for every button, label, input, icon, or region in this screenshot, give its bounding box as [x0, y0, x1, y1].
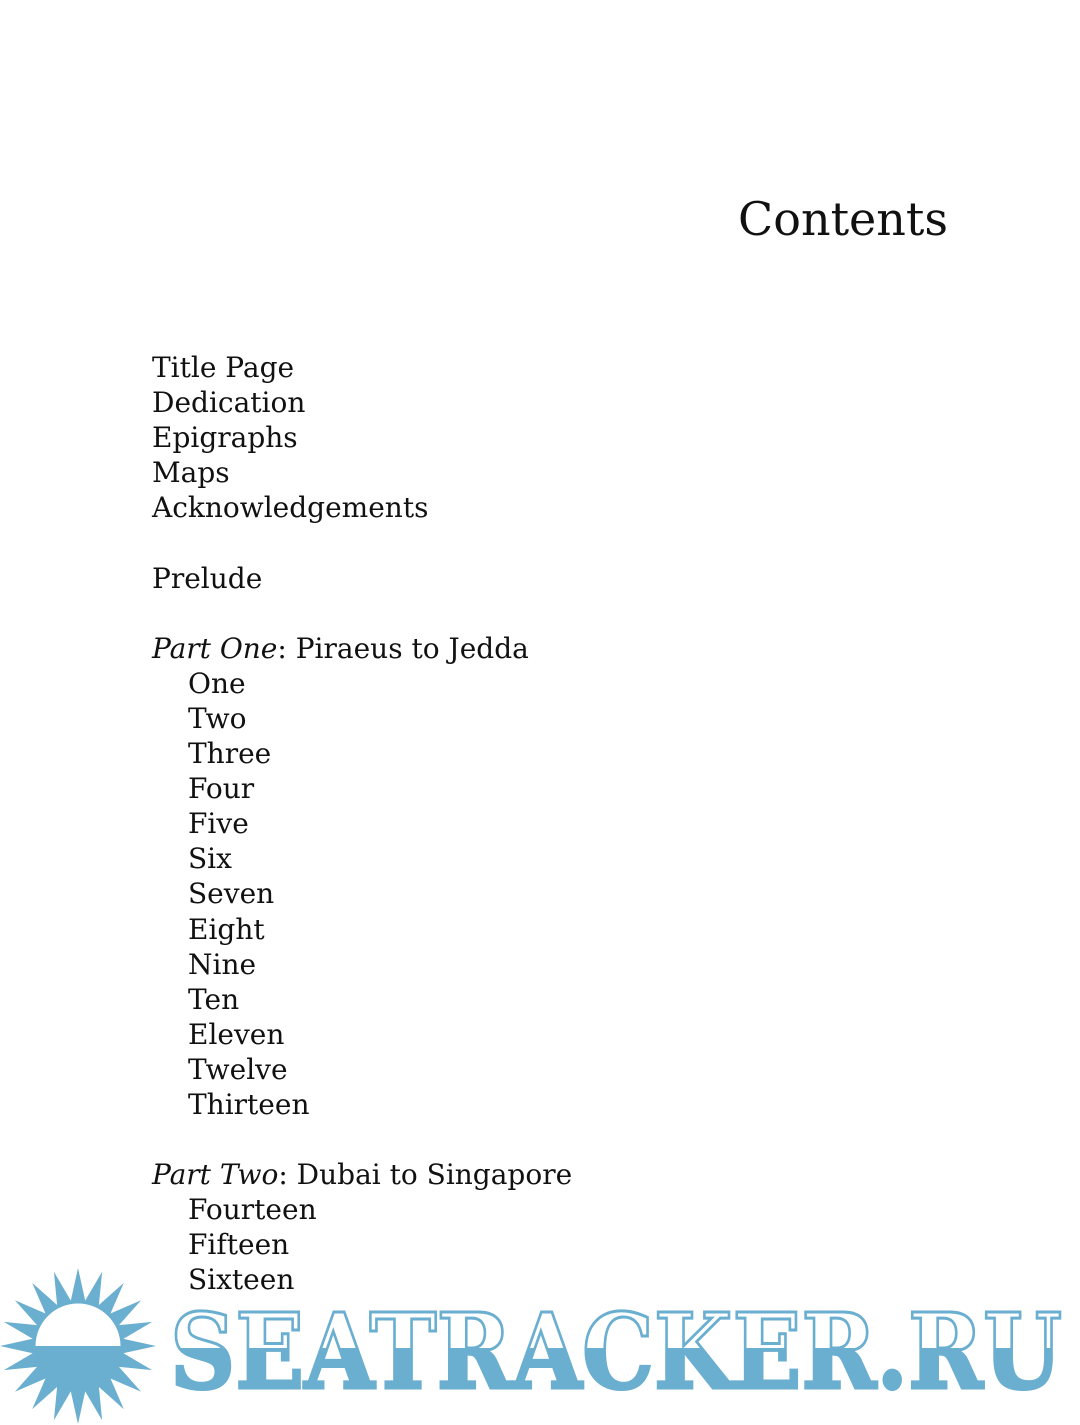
- toc-chapter[interactable]: [152, 806, 572, 841]
- part-label: Part Two: [152, 1158, 279, 1192]
- toc-link[interactable]: Seven: [188, 877, 275, 911]
- part-label: Part One: [152, 631, 278, 665]
- toc-link[interactable]: Eight: [188, 912, 265, 946]
- toc-link[interactable]: Two: [188, 701, 247, 735]
- toc-link[interactable]: Ten: [188, 982, 240, 1016]
- toc-spacer: [152, 1122, 572, 1157]
- toc-link[interactable]: One: [188, 666, 246, 700]
- toc-item-prelude[interactable]: [152, 561, 572, 596]
- toc-chapter[interactable]: [152, 771, 572, 806]
- toc-item-title-page[interactable]: [152, 350, 572, 385]
- part-separator: :: [278, 1158, 297, 1192]
- toc-link[interactable]: Acknowledgements: [152, 491, 429, 525]
- toc-link[interactable]: Three: [188, 737, 272, 771]
- toc-link[interactable]: Four: [188, 772, 255, 806]
- sun-icon: [0, 1268, 156, 1424]
- toc-spacer: [152, 596, 572, 631]
- toc-item-epigraphs[interactable]: [152, 420, 572, 455]
- page-title: Contents: [738, 192, 948, 246]
- toc-item-maps[interactable]: [152, 455, 572, 490]
- watermark-text: SEATRACKER.RU: [170, 1290, 1062, 1413]
- toc-part-one-heading[interactable]: [152, 631, 572, 666]
- toc-chapter[interactable]: [152, 736, 572, 771]
- toc-link[interactable]: [152, 632, 529, 665]
- toc-link[interactable]: Maps: [152, 456, 230, 490]
- toc-link[interactable]: Fourteen: [188, 1193, 317, 1227]
- toc-chapter[interactable]: [152, 1192, 572, 1227]
- part-separator: :: [277, 631, 296, 665]
- toc-chapter[interactable]: [152, 947, 572, 982]
- toc-item-dedication[interactable]: [152, 385, 572, 420]
- toc-chapter[interactable]: [152, 701, 572, 736]
- toc-chapter[interactable]: [152, 912, 572, 947]
- toc-link[interactable]: Epigraphs: [152, 421, 298, 455]
- table-of-contents: [152, 350, 572, 1298]
- toc-chapter[interactable]: [152, 1052, 572, 1087]
- toc-chapter[interactable]: [152, 876, 572, 911]
- toc-item-acknowledgements[interactable]: [152, 490, 572, 525]
- watermark-logo: [0, 1266, 1080, 1425]
- toc-link[interactable]: [152, 1158, 572, 1191]
- toc-link[interactable]: Fifteen: [188, 1228, 290, 1262]
- toc-link[interactable]: Sixteen: [188, 1263, 295, 1297]
- part-subtitle: Dubai to Singapore: [296, 1158, 573, 1192]
- toc-chapter[interactable]: [152, 1087, 572, 1122]
- toc-link[interactable]: Six: [188, 842, 232, 876]
- toc-link[interactable]: Title Page: [152, 351, 295, 384]
- toc-spacer: [152, 525, 572, 560]
- toc-chapter[interactable]: [152, 982, 572, 1017]
- toc-link[interactable]: Nine: [188, 947, 257, 981]
- part-subtitle: Piraeus to Jedda: [295, 631, 529, 665]
- toc-link[interactable]: Twelve: [188, 1052, 288, 1086]
- toc-link[interactable]: Prelude: [152, 561, 263, 595]
- toc-chapter[interactable]: [152, 1017, 572, 1052]
- toc-chapter[interactable]: [152, 666, 572, 701]
- toc-link[interactable]: Five: [188, 807, 249, 841]
- toc-chapter[interactable]: [152, 1227, 572, 1262]
- toc-chapter[interactable]: [152, 841, 572, 876]
- toc-link[interactable]: Eleven: [188, 1017, 285, 1051]
- toc-link[interactable]: Dedication: [152, 386, 306, 420]
- toc-link[interactable]: Thirteen: [188, 1087, 310, 1121]
- toc-part-two-heading[interactable]: [152, 1157, 572, 1192]
